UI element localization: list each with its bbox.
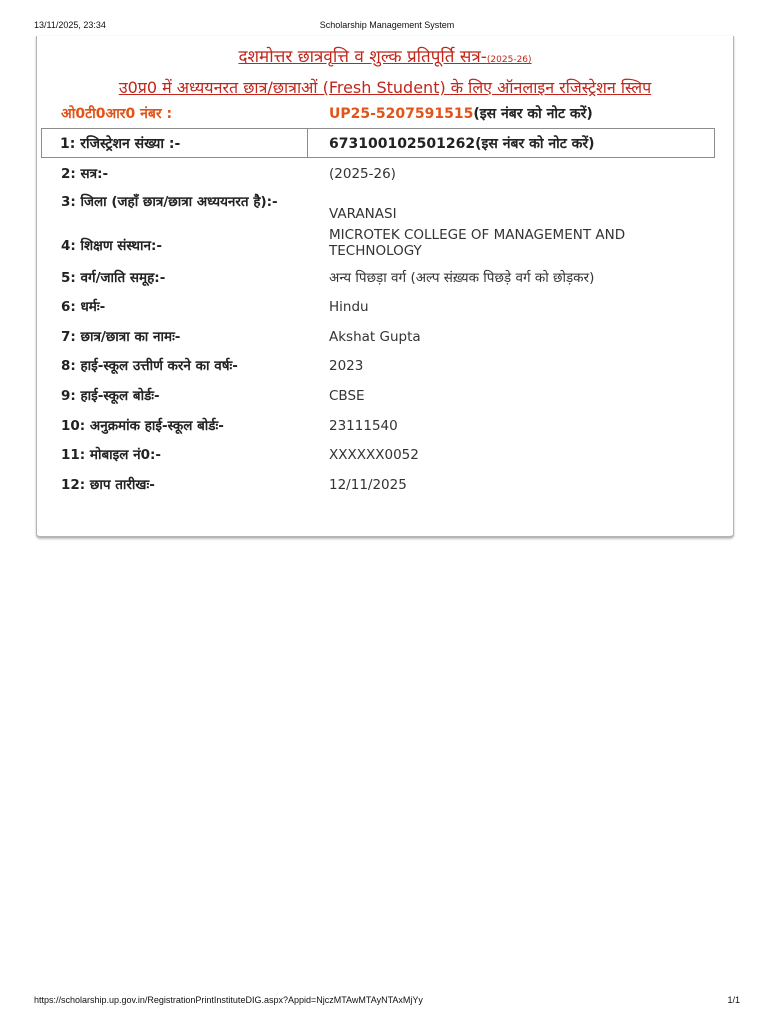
detail-value: 12/11/2025 <box>329 476 407 493</box>
detail-value: Hindu <box>329 299 369 316</box>
otr-number-row <box>61 102 711 126</box>
detail-row-student-name <box>61 323 711 353</box>
detail-label: 9: हाई-स्कूल बोर्डः- <box>61 387 160 404</box>
slip-title <box>37 44 733 67</box>
registration-slip <box>36 36 734 538</box>
detail-value: 2023 <box>329 358 364 375</box>
print-datetime: 13/11/2025, 23:34 <box>34 20 106 30</box>
detail-value: MICROTEK COLLEGE OF MANAGEMENT AND TECHNOLOGY <box>329 226 626 259</box>
detail-row-print-date <box>61 471 711 501</box>
detail-row-session <box>61 160 711 190</box>
page-number: 1/1 <box>727 995 740 1005</box>
detail-label: 11: मोबाइल नं0:- <box>61 447 162 464</box>
detail-label: 3: जिला (जहाँ छात्र/छात्रा अध्ययनरत है):- <box>61 193 278 210</box>
detail-row-roll-number <box>61 412 711 442</box>
slip-subtitle: उ0प्र0 में अध्ययनरत छात्र/छात्राओं (Fresh Student) के लिए ऑनलाइन रजिस्ट्रेशन स्लिप <box>118 78 652 97</box>
detail-value: 23111540 <box>329 417 398 434</box>
otr-note: (इस नंबर को नोट करें) <box>473 106 593 122</box>
detail-label: 10: अनुक्रमांक हाई-स्कूल बोर्डः- <box>61 417 224 434</box>
detail-label: 7: छात्र/छात्रा का नामः- <box>61 328 181 345</box>
detail-value: (2025-26) <box>329 166 396 182</box>
detail-label: 5: वर्ग/जाति समूह:- <box>61 269 166 286</box>
detail-row-mobile <box>61 441 711 471</box>
detail-value: CBSE <box>329 387 365 404</box>
print-header <box>34 20 740 32</box>
otr-number: UP25-5207591515 <box>329 106 474 122</box>
detail-label: 4: शिक्षण संस्थान:- <box>61 237 163 254</box>
slip-details <box>61 160 711 500</box>
detail-value: VARANASI <box>329 205 397 222</box>
detail-label: 12: छाप तारीखः- <box>61 476 155 493</box>
slip-title-session: (2025-26) <box>486 55 532 65</box>
registration-value: 673100102501262(इस नंबर को नोट करें) <box>329 136 595 152</box>
page-url: https://scholarship.up.gov.in/RegistrationPrintInstituteDIG.aspx?Appid=NjczMTAwMTAyNTAxMjYy <box>34 995 423 1005</box>
detail-label: 6: धर्मः- <box>61 299 106 316</box>
registration-number-row <box>41 128 715 158</box>
slip-title-text: दशमोत्तर छात्रवृत्ति व शुल्क प्रतिपूर्ति सत्र- <box>238 47 487 67</box>
detail-value: अन्य पिछड़ा वर्ग (अल्प संख़्यक पिछड़े वर्ग को छोड़कर) <box>329 269 595 286</box>
detail-label: 8: हाई-स्कूल उत्तीर्ण करने का वर्षः- <box>61 358 238 375</box>
detail-value: Akshat Gupta <box>329 328 421 345</box>
detail-row-highschool-board <box>61 382 711 412</box>
otr-label: ओ0टी0आर0 नंबर : <box>61 106 173 122</box>
detail-row-religion <box>61 293 711 323</box>
detail-row-institute <box>61 227 711 264</box>
detail-row-category <box>61 264 711 294</box>
print-title: Scholarship Management System <box>319 20 455 30</box>
detail-value: XXXXXX0052 <box>329 447 419 464</box>
otr-value <box>329 104 593 123</box>
detail-label: 2: सत्र:- <box>61 166 109 182</box>
detail-row-highschool-year <box>61 352 711 382</box>
print-footer <box>34 995 740 1007</box>
registration-label: 1: रजिस्ट्रेशन संख्या :- <box>42 129 308 157</box>
detail-row-district <box>61 190 711 227</box>
